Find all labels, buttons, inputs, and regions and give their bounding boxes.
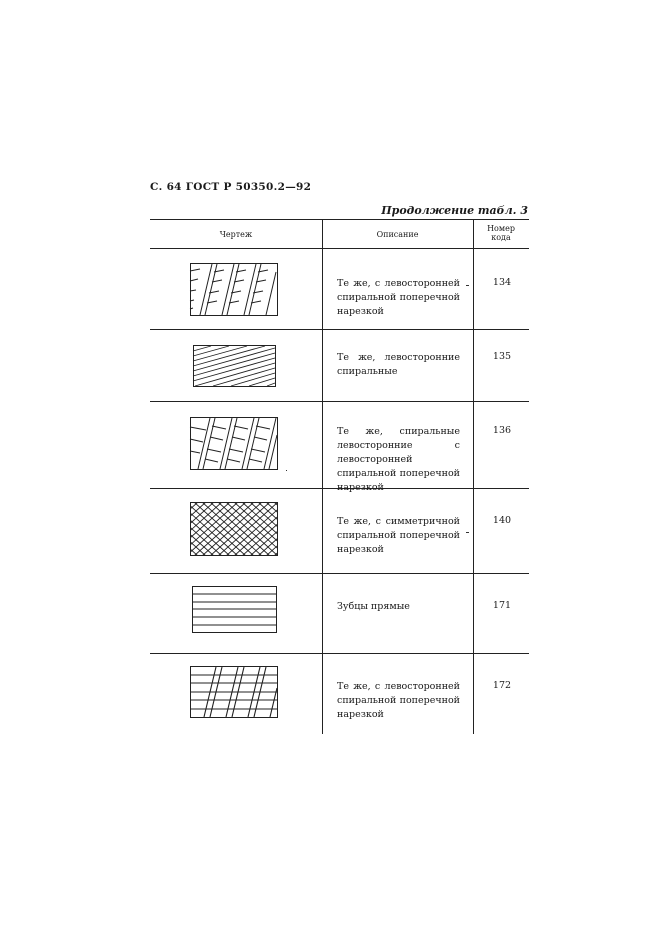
description-cell: Те же, с левосторонней спиральной поперечной нарезкой [337, 681, 460, 720]
code-cell: 140 [492, 515, 512, 526]
knurl-pattern-symmetric-cross [190, 502, 278, 556]
column-header-code: Номер кода [487, 224, 515, 242]
knurl-pattern-left-spiral-segmented [190, 263, 278, 316]
description-cell: Зубцы прямые [337, 601, 410, 612]
description-cell: Те же, левосторонние спиральные [337, 352, 460, 377]
scan-mark [286, 470, 287, 471]
knurl-pattern-straight-left-segmented [190, 666, 278, 718]
knurl-pattern-straight [192, 586, 277, 633]
code-cell: 134 [492, 277, 512, 288]
column-header-description: Описание [376, 230, 419, 239]
column-divider [473, 219, 474, 734]
column-header-drawing: Чертеж [219, 230, 253, 239]
knurl-pattern-spiral-left-segmented [190, 417, 278, 470]
scan-mark [466, 285, 469, 286]
description-cell: Те же, с левосторонней спиральной поперечной нарезкой [337, 278, 460, 317]
description-cell: Те же, спиральные левосторонние с левосторонней спиральной поперечной нарезкой [337, 426, 460, 493]
description-cell: Те же, с симметричной спиральной поперечной нарезкой [337, 516, 460, 555]
column-divider [322, 219, 323, 734]
page-header: С. 64 ГОСТ Р 50350.2—92 [150, 181, 312, 193]
table-continuation-label: Продолжение табл. 3 [381, 204, 528, 217]
scan-mark [466, 532, 469, 533]
knurl-pattern-left-spiral-plain [193, 345, 276, 387]
code-cell: 136 [492, 425, 512, 436]
code-cell: 171 [492, 600, 512, 611]
code-cell: 135 [492, 351, 512, 362]
code-cell: 172 [492, 680, 512, 691]
